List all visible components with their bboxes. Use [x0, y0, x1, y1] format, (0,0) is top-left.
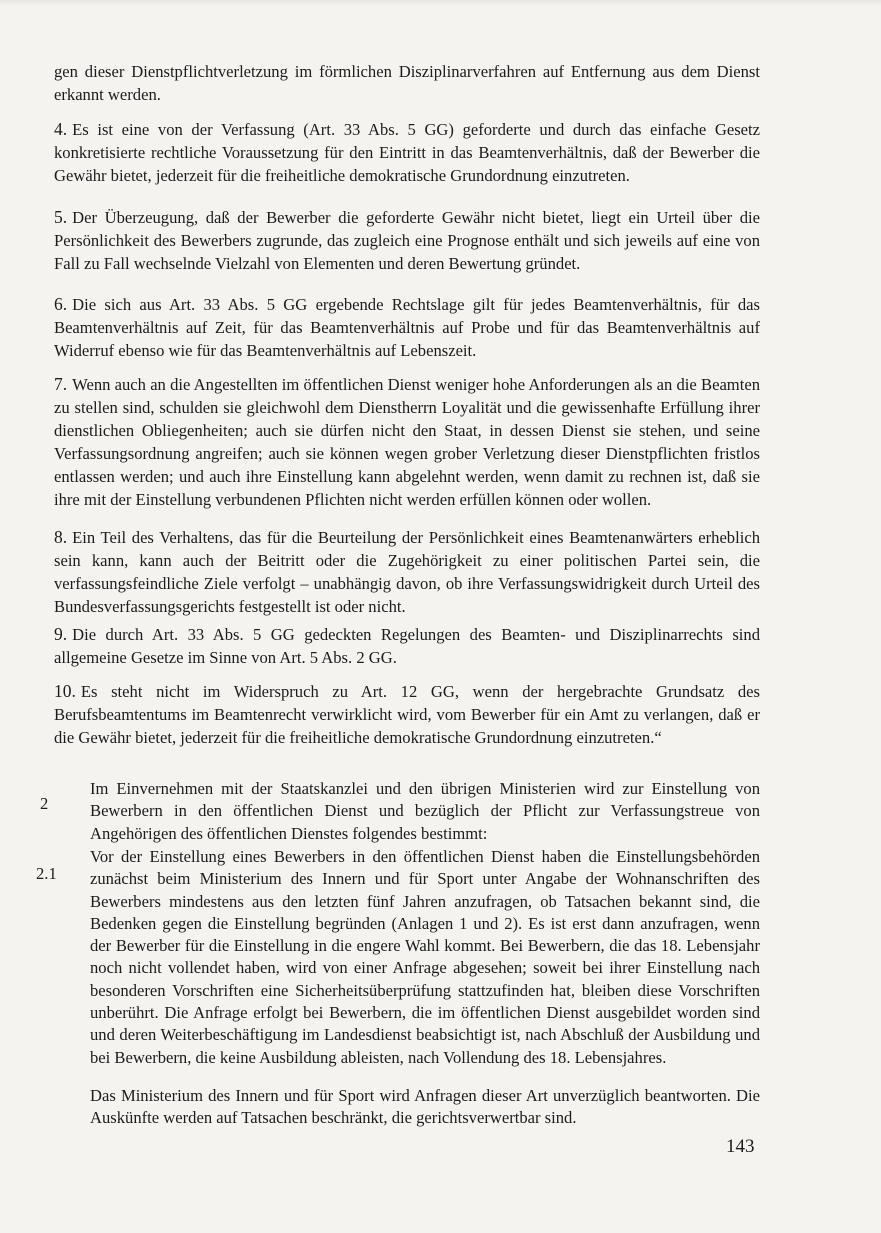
paragraph-number: 7.: [54, 374, 68, 394]
section-2-1-followup-text: Das Ministerium des Innern und für Sport wird Anfragen dieser Art unverzüglich beantworten. Die Auskünfte werden auf Tatsachen beschränkt, die gerichtsverwertbar sind.: [90, 1086, 760, 1128]
paragraph-number: 8.: [54, 527, 68, 547]
paragraph-number: 5.: [54, 207, 68, 227]
paragraph-7: [54, 373, 760, 511]
paragraph-text: Es steht nicht im Widerspruch zu Art. 12 GG, wenn der hergebrachte Grundsatz des Berufsbeamtentums im Beamtenrecht verwirklicht wird, vom Bewerber für ein Amt zu verlangen, daß er die Gewähr bietet, jederzeit für die freiheitliche demokratische Grundordnung einzutreten.“: [54, 682, 760, 747]
paragraph-text: Der Überzeugung, daß der Bewerber die geforderte Gewähr nicht bietet, liegt ein Urteil über die Persönlichkeit des Bewerbers zugrunde, das zugleich eine Prognose enthält und sich jeweils auf eine von Fall zu Fall wechselnde Vielzahl von Elementen und deren Bewertung gründet.: [54, 208, 760, 273]
paragraph-text: Ein Teil des Verhaltens, das für die Beurteilung der Persönlichkeit eines Beamtenanwärters erheblich sein kann, kann auch der Beitritt oder die Zugehörigkeit zu einer politischen Partei sein, die verfassungsfeindliche Ziele verfolgt – unabhängig davon, ob ihre Verfassungswidrigkeit durch Urteil des Bundesverfassungsgerichts festgestellt ist oder nicht.: [54, 528, 760, 616]
paragraph-6: [54, 293, 760, 362]
paragraph-text: Die sich aus Art. 33 Abs. 5 GG ergebende Rechtslage gilt für jedes Beamtenverhältnis, für das Beamtenverhältnis auf Zeit, für das Beamtenverhältnis auf Probe und für das Beamtenverhältnis auf Widerruf ebenso wie für das Beamtenverhältnis auf Lebenszeit.: [54, 295, 760, 360]
paragraph-4: [54, 118, 760, 187]
paragraph-10: [54, 680, 760, 749]
section-2-1-text: Vor der Einstellung eines Bewerbers in den öffentlichen Dienst haben die Einstellungsbehörden zunächst beim Ministerium des Innern und für Sport unter Angabe der Wohnanschriften des Bewerbers mindestens aus den letzten fünf Jahren anzufragen, ob Tatsachen bekannt sind, die Bedenken gegen die Einstellung begründen (Anlagen 1 und 2). Es ist erst dann anzufragen, wenn der Bewerber für die Einstellung in die engere Wahl kommt. Bei Bewerbern, die das 18. Lebensjahr noch nicht vollendet haben, wird von einer Anfrage abgesehen; soweit bei ihrer Einstellung nach besonderen Vorschriften eine Sicherheitsüberprüfung stattzufinden hat, bleiben diese Vorschriften unberührt. Die Anfrage erfolgt bei Bewerbern, die im öffentlichen Dienst ausgebildet worden sind und deren Weiterbeschäftigung im Landesdienst beabsichtigt ist, nach Abschluß der Ausbildung und bei Bewerbern, die keine Ausbildung ableisten, nach Vollendung des 18. Lebensjahres.: [90, 847, 760, 1067]
section-number-2: 2: [40, 794, 49, 813]
paragraph-number: 9.: [54, 624, 68, 644]
scan-edge: [0, 0, 881, 6]
paragraph-8: [54, 526, 760, 618]
section-2-text: Im Einvernehmen mit der Staatskanzlei und den übrigen Ministerien wird zur Einstellung von Bewerbern in den öffentlichen Dienst und bezüglich der Pflicht zur Verfassungstreue von Angehörigen des öffentlichen Dienstes folgendes bestimmt:: [90, 779, 760, 843]
paragraph-number: 6.: [54, 294, 68, 314]
page-number: 143: [726, 1136, 755, 1157]
paragraph-continuation: gen dieser Dienstpflichtverletzung im förmlichen Disziplinarverfahren auf Entfernung aus dem Dienst erkannt werden.: [54, 62, 760, 104]
paragraph-number: 10.: [54, 681, 76, 701]
paragraph-text: Die durch Art. 33 Abs. 5 GG gedeckten Regelungen des Beamten- und Disziplinarrechts sind allgemeine Gesetze im Sinne von Art. 5 Abs. 2 GG.: [54, 625, 760, 667]
paragraph-5: [54, 206, 760, 275]
paragraph-number: 4.: [54, 119, 68, 139]
paragraph-text: Wenn auch an die Angestellten im öffentlichen Dienst weniger hohe Anforderungen als an die Beamten zu stellen sind, schulden sie gleichwohl dem Dienstherrn Loyalität und die gewissenhafte Erfüllung ihrer dienstlichen Obliegenheiten; auch sie dürfen nicht den Staat, in dessen Dienst sie stehen, und seine Verfassungsordnung angreifen; auch sie können wegen grober Verletzung dieser Dienstpflichten fristlos entlassen werden; und auch ihre Einstellung kann abgelehnt werden, wenn damit zu rechnen ist, daß sie ihre mit der Einstellung verbundenen Pflichten nicht werden erfüllen können oder wollen.: [54, 375, 760, 509]
paragraph-9: [54, 623, 760, 669]
paragraph-text: Es ist eine von der Verfassung (Art. 33 Abs. 5 GG) geforderte und durch das einfache Gesetz konkretisierte rechtliche Voraussetzung für den Eintritt in das Beamtenverhältnis, daß der Bewerber die Gewähr bietet, jederzeit für die freiheitliche demokratische Grundordnung einzutreten.: [54, 120, 760, 185]
section-number-2-1: 2.1: [36, 864, 57, 883]
